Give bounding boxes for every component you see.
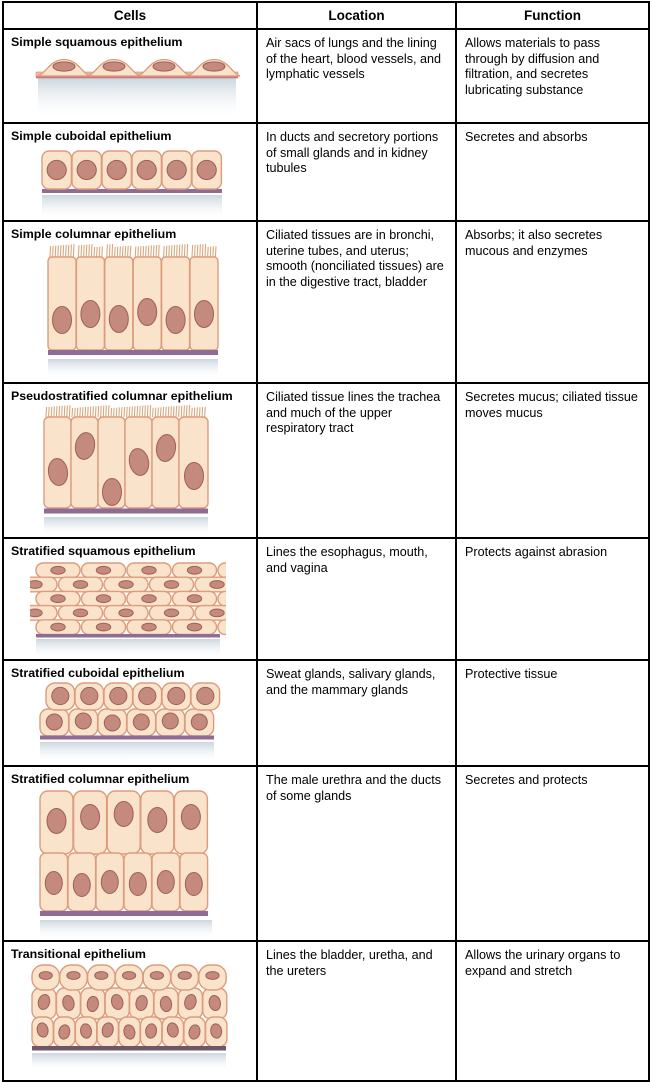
tissue-name: Stratified columnar epithelium <box>11 772 190 786</box>
simple-cuboidal-illustration <box>32 144 232 220</box>
location-cell <box>257 660 456 766</box>
transitional-illustration <box>24 962 234 1072</box>
cells-cell <box>3 29 257 123</box>
tissue-name: Simple squamous epithelium <box>11 35 183 49</box>
cells-cell <box>3 766 257 941</box>
table-row <box>3 538 649 660</box>
location-cell <box>257 29 456 123</box>
table-row <box>3 383 649 538</box>
location-text: Lines the bladder, uretha, and the ureters <box>266 948 433 978</box>
location-text: Ciliated tissues are in bronchi, uterine tubes, and uterus; smooth (nonciliated tissues) are in the digestive tract, bladder <box>266 228 444 289</box>
tissue-name: Simple columnar epithelium <box>11 227 177 241</box>
function-cell <box>456 660 649 766</box>
location-cell <box>257 941 456 1081</box>
table-row <box>3 221 649 383</box>
table-row <box>3 660 649 766</box>
cells-cell <box>3 660 257 766</box>
function-text: Secretes and protects <box>465 773 588 787</box>
stratified-squamous-illustration <box>30 559 226 659</box>
cells-cell <box>3 538 257 660</box>
location-cell <box>257 123 456 221</box>
column-header-cells: Cells <box>3 2 257 29</box>
function-text: Allows the urinary organs to expand and stretch <box>465 948 621 978</box>
function-cell <box>456 766 649 941</box>
cells-cell <box>3 383 257 538</box>
tissue-name: Simple cuboidal epithelium <box>11 129 172 143</box>
location-cell <box>257 766 456 941</box>
function-cell <box>456 123 649 221</box>
header-row <box>3 2 649 29</box>
pseudostratified-columnar-illustration <box>36 404 216 537</box>
location-text: Air sacs of lungs and the lining of the heart, blood vessels, and lymphatic vessels <box>266 36 442 82</box>
function-text: Absorbs; it also secretes mucous and enzymes <box>465 228 603 258</box>
location-text: The male urethra and the ducts of some glands <box>266 773 442 803</box>
table-row <box>3 123 649 221</box>
cells-cell <box>3 941 257 1081</box>
location-cell <box>257 221 456 383</box>
location-text: Sweat glands, salivary glands, and the mammary glands <box>266 667 436 697</box>
stratified-cuboidal-illustration <box>32 681 222 765</box>
function-cell <box>456 383 649 538</box>
function-cell <box>456 221 649 383</box>
location-cell <box>257 383 456 538</box>
epithelium-table <box>2 1 650 1082</box>
column-header-location: Location <box>257 2 456 29</box>
cells-cell <box>3 123 257 221</box>
location-text: Ciliated tissue lines the trachea and much of the upper respiratory tract <box>266 390 441 436</box>
function-text: Protective tissue <box>465 667 558 681</box>
function-text: Protects against abrasion <box>465 545 608 559</box>
function-text: Allows materials to pass through by diffusion and filtration, and secretes lubricating substance <box>465 36 601 97</box>
simple-columnar-illustration <box>40 242 226 379</box>
table-row <box>3 941 649 1081</box>
tissue-name: Stratified squamous epithelium <box>11 544 196 558</box>
location-cell <box>257 538 456 660</box>
tissue-name: Transitional epithelium <box>11 947 146 961</box>
function-cell <box>456 941 649 1081</box>
column-header-function: Function <box>456 2 649 29</box>
function-cell <box>456 538 649 660</box>
location-text: Lines the esophagus, mouth, and vagina <box>266 545 428 575</box>
tissue-name: Stratified cuboidal epithelium <box>11 666 185 680</box>
table-row <box>3 29 649 123</box>
function-text: Secretes and absorbs <box>465 130 588 144</box>
location-text: In ducts and secretory portions of small glands and in kidney tubules <box>266 130 439 176</box>
table-row <box>3 766 649 941</box>
cells-cell <box>3 221 257 383</box>
function-cell <box>456 29 649 123</box>
simple-squamous-illustration <box>30 50 242 122</box>
tissue-name: Pseudostratified columnar epithelium <box>11 389 233 403</box>
stratified-columnar-illustration <box>34 787 218 940</box>
function-text: Secretes mucus; ciliated tissue moves mucus <box>465 390 638 420</box>
